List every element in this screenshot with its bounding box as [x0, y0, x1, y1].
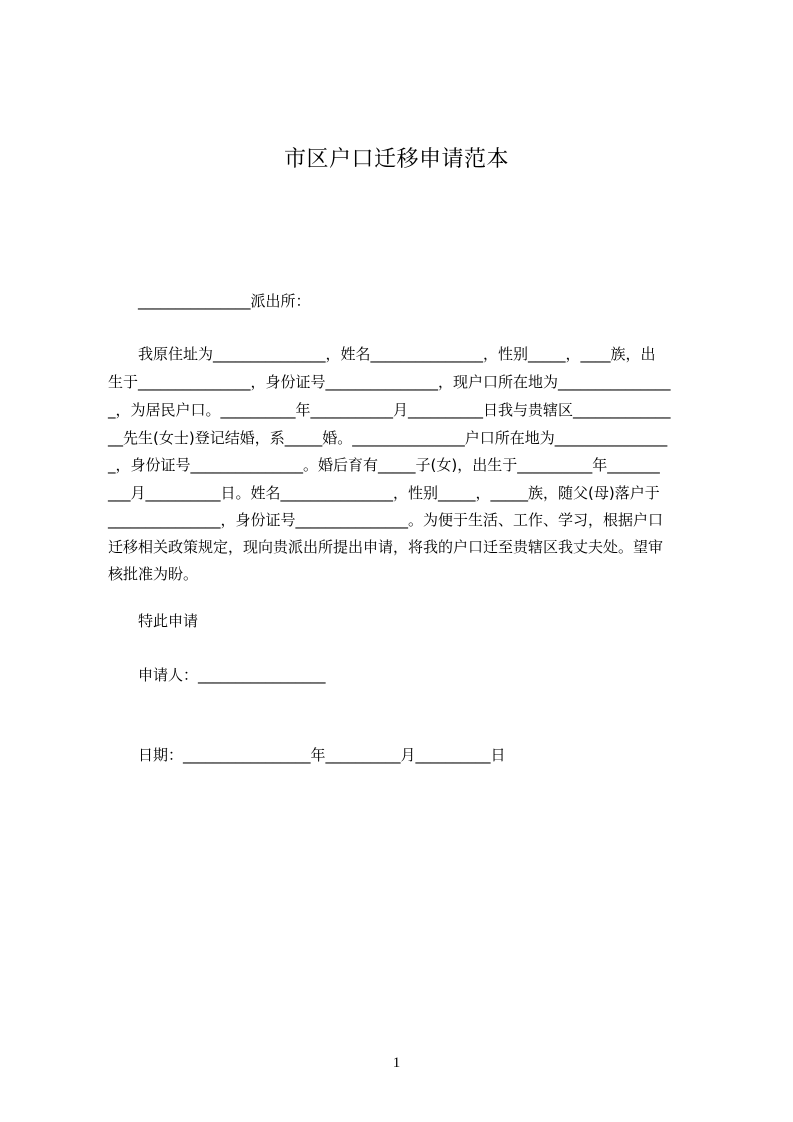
- document-title: 市区户口迁移申请范本: [283, 147, 509, 172]
- addressee-line: _______________派出所：: [138, 292, 311, 310]
- applicant-line: 申请人：_________________: [138, 666, 326, 684]
- body-line: 我原住址为_______________，姓名_______________，性别_____，____族，出: [138, 345, 656, 363]
- body-line: 生于_______________，身份证号_______________，现户口所在地为_______________: [108, 373, 671, 391]
- body-line: 核批准为盼。: [108, 565, 199, 583]
- body-line: _，身份证号_______________。婚后育有_____子(女)，出生于__________年_______: [108, 456, 660, 474]
- body-line: _，为居民户口。__________年___________月__________日我与贵辖区_____________: [108, 401, 671, 419]
- closing-line: 特此申请: [138, 612, 199, 630]
- date-line: 日期：_________________年__________月__________日: [138, 746, 506, 764]
- page-number: 1: [392, 1055, 401, 1071]
- body-line: _______________，身份证号_______________。为便于生活、工作、学习，根据户口: [108, 511, 664, 529]
- body-line: ___月__________日。姓名_______________，性别_____，_____族，随父(母)落户于: [108, 484, 660, 502]
- body-line: 迁移相关政策规定，现向贵派出所提出申请，将我的户口迁至贵辖区我丈夫处。望审: [108, 538, 664, 556]
- body-line: __先生(女士)登记结婚，系_____婚。_______________户口所在地为_______________: [108, 429, 668, 447]
